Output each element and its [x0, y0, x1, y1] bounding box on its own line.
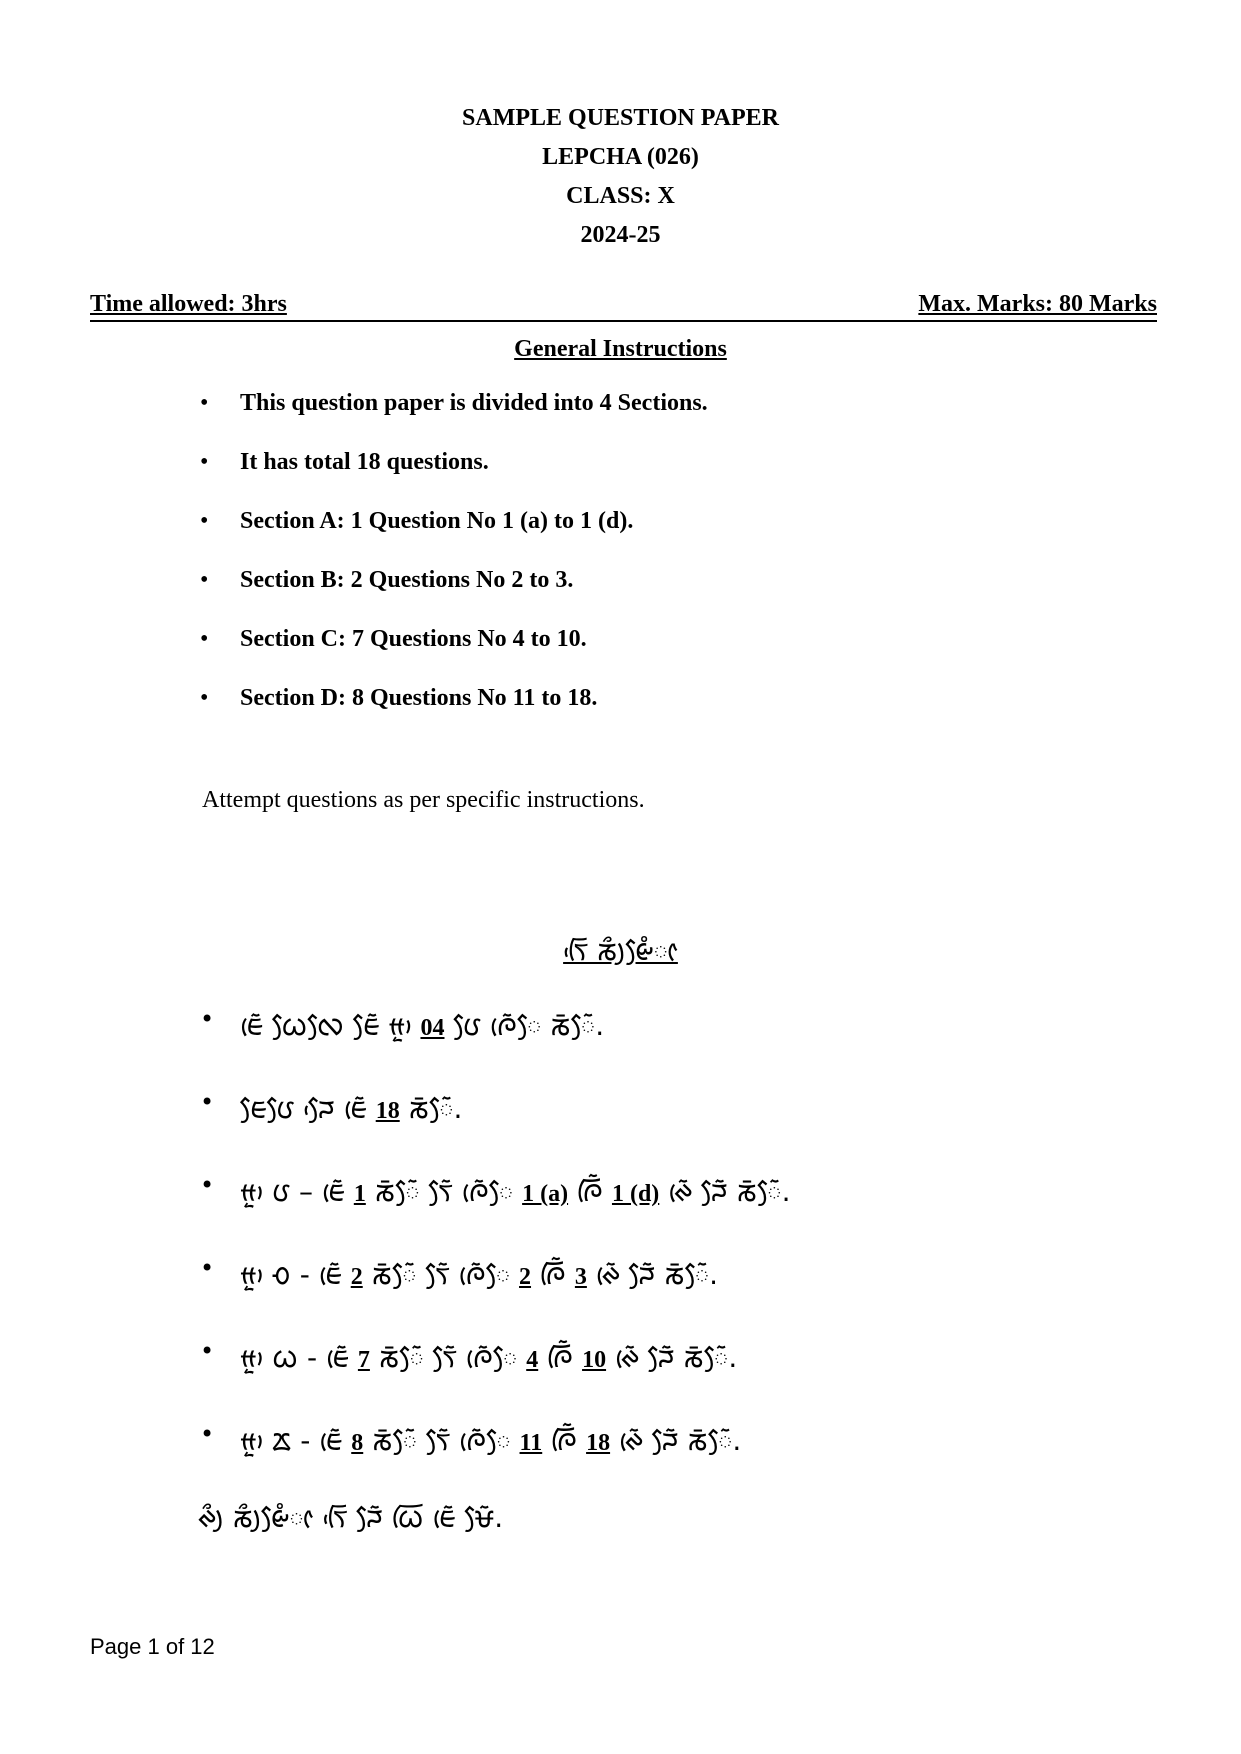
number: 1 (a)	[522, 1181, 569, 1207]
lepcha-text: ᰀᰨᰶ ᰃᰧᰜᰧ ᰀᰧᰶ ᰙᰥᰬ	[240, 1009, 412, 1042]
lepcha-text: ᰂᰧ ᰍᰨᰶᰧ ᰕᰳᰧᰶ.	[453, 1009, 605, 1042]
lepcha-text: ᰕᰳᰧᰶ ᰛᰧᰶ ᰍᰨᰶᰧ	[371, 1258, 511, 1291]
number: 18	[375, 1098, 400, 1124]
number: 10	[582, 1347, 607, 1373]
instruction-item: • Section B: 2 Questions No 2 to 3.	[200, 567, 708, 626]
number: 8	[351, 1430, 364, 1456]
instruction-item: • Section C: 7 Questions No 4 to 10.	[200, 626, 708, 685]
lepcha-text: ᰍᰩᰶ	[539, 1258, 566, 1291]
page-number: Page 1 of 12	[90, 1634, 215, 1659]
general-instructions-heading: General Instructions	[514, 336, 727, 362]
lepcha-text: ᰊᰨᰶ ᰎᰧᰶ ᰕᰳᰧᰶ.	[618, 1424, 742, 1457]
number: 18	[586, 1430, 611, 1456]
lepcha-instruction-item	[200, 1005, 790, 1088]
lepcha-instructions-list	[200, 1005, 790, 1503]
lepcha-instructions-heading: ᰛᰩᰵ ᰕᰪᰰᰡᰧᰱᰦ	[563, 934, 678, 967]
number: 11	[519, 1430, 543, 1456]
lepcha-instruction-item	[200, 1254, 790, 1337]
lepcha-text: ᰙᰥᰬ ᰃ - ᰀᰨᰶ	[240, 1341, 349, 1374]
lepcha-text: ᰕᰳᰧᰶ ᰛᰧᰶ ᰍᰨᰶᰧ	[378, 1341, 518, 1374]
number: 1 (d)	[611, 1181, 660, 1207]
lepcha-text: ᰊᰨᰶ ᰎᰧᰶ ᰕᰳᰧᰶ.	[614, 1341, 738, 1374]
paper-title: SAMPLE QUESTION PAPER	[462, 105, 779, 131]
number: 04	[420, 1015, 445, 1041]
lepcha-text: ᰙᰥᰬ ᰆ - ᰀᰨᰶ	[240, 1258, 342, 1291]
max-marks: Max. Marks: 80 Marks	[918, 291, 1157, 317]
number: 2	[350, 1264, 363, 1290]
lepcha-text: ᰀᰧᰂᰧ ᰎᰧᰵ ᰀᰨᰶ	[240, 1092, 367, 1125]
class-label: CLASS: X	[566, 183, 675, 209]
instruction-item: • This question paper is divided into 4 Sections.	[200, 390, 708, 449]
instruction-item: • Section D: 8 Questions No 11 to 18.	[200, 685, 708, 744]
lepcha-text: ᰕᰳᰧᰶ ᰛᰧᰶ ᰍᰨᰶᰧ	[374, 1175, 514, 1208]
lepcha-instruction-item	[200, 1420, 790, 1503]
number: 1	[353, 1181, 366, 1207]
subject-code: LEPCHA (026)	[542, 144, 699, 170]
number: 4	[526, 1347, 539, 1373]
time-marks-line	[90, 290, 1157, 322]
lepcha-text: ᰊᰨᰶ ᰎᰧᰶ ᰕᰳᰧᰶ.	[595, 1258, 719, 1291]
lepcha-text: ᰕᰳᰧᰶ.	[408, 1092, 463, 1125]
number: 3	[574, 1264, 587, 1290]
lepcha-instruction-item	[200, 1171, 790, 1254]
lepcha-text: ᰊᰨᰶ ᰎᰧᰶ ᰕᰳᰧᰶ.	[668, 1175, 791, 1208]
instruction-item: • Section A: 1 Question No 1 (a) to 1 (d).	[200, 508, 708, 567]
lepcha-text: ᰍᰩᰶ	[551, 1424, 578, 1457]
lepcha-text: ᰍᰩᰶ	[577, 1175, 604, 1208]
time-allowed: Time allowed: 3hrs	[90, 291, 287, 317]
number: 7	[357, 1347, 370, 1373]
session-year: 2024-25	[580, 222, 661, 248]
instruction-item: • It has total 18 questions.	[200, 449, 708, 508]
lepcha-text: ᰙᰥᰬ ᰂ – ᰀᰨᰶ	[240, 1175, 345, 1208]
number: 2	[519, 1264, 532, 1290]
lepcha-text: ᰙᰥᰬ ᰇ - ᰀᰨᰶ	[240, 1424, 343, 1457]
lepcha-instruction-item	[200, 1337, 790, 1420]
lepcha-text: ᰍᰩᰶ	[547, 1341, 574, 1374]
lepcha-instruction-item	[200, 1088, 790, 1171]
general-instructions-list	[200, 390, 708, 744]
lepcha-attempt-note: ᰊᰪᰰ ᰕᰪᰰᰡᰧᰱᰦ ᰛᰩᰵ ᰎᰧᰶ ᰃᰩ ᰀᰨᰶ ᰝᰧᰶ.	[198, 1501, 504, 1534]
attempt-note: Attempt questions as per specific instructions.	[202, 787, 645, 813]
lepcha-text: ᰕᰳᰧᰶ ᰛᰧᰶ ᰍᰨᰶᰧ	[372, 1424, 511, 1457]
